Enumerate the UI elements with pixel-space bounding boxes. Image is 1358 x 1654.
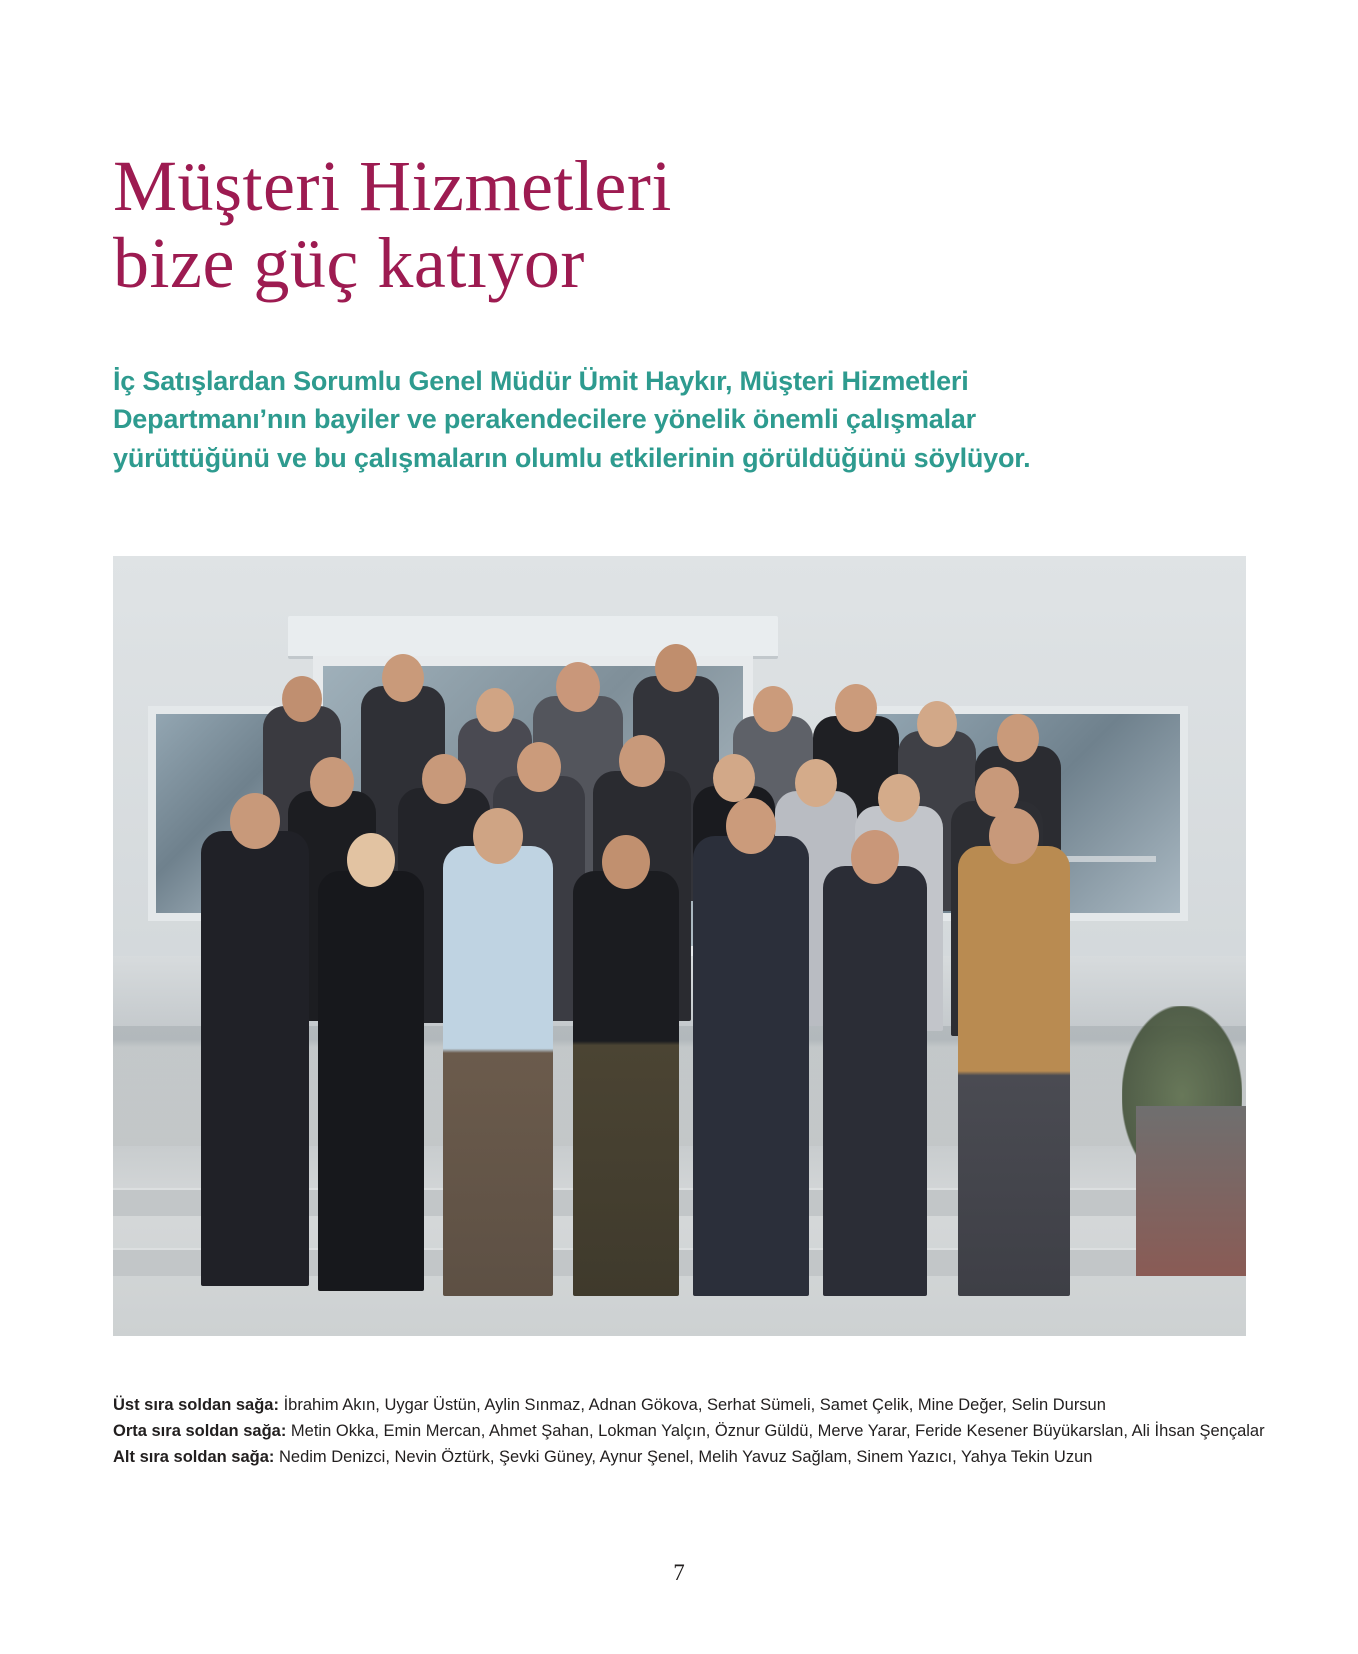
headline-line-1: Müşteri Hizmetleri — [113, 146, 672, 226]
person-front-2 — [318, 871, 424, 1291]
caption-row-bottom — [113, 1444, 1263, 1470]
caption-row-top — [113, 1392, 1263, 1418]
page-number: 7 — [673, 1560, 685, 1585]
entrance-canopy — [288, 616, 778, 659]
caption-row-bottom-names: Nedim Denizci, Nevin Öztürk, Şevki Güney, Aynur Şenel, Melih Yavuz Sağlam, Sinem Yazıcı, Yahya Tekin Uzun — [278, 1448, 1093, 1467]
group-photo-image — [113, 556, 1246, 1336]
person-front-1 — [201, 831, 309, 1286]
person-front-5 — [693, 836, 809, 1296]
caption-row-top-label: Üst sıra soldan sağa: — [113, 1396, 279, 1414]
photo-caption — [113, 1392, 1263, 1470]
group-photo — [113, 556, 1246, 1336]
caption-row-bottom-label: Alt sıra soldan sağa: — [113, 1448, 275, 1467]
page-title — [113, 148, 1263, 302]
caption-row-middle — [113, 1418, 1263, 1444]
planter — [1136, 1106, 1246, 1276]
person-front-4 — [573, 871, 679, 1296]
person-front-7 — [958, 846, 1070, 1296]
caption-row-top-names: İbrahim Akın, Uygar Üstün, Aylin Sınmaz, Adnan Gökova, Serhat Sümeli, Samet Çelik, Mine Değer, Selin Dursun — [283, 1396, 1106, 1414]
person-front-3 — [443, 846, 553, 1296]
article-deck: İç Satışlardan Sorumlu Genel Müdür Ümit Haykır, Müşteri Hizmetleri Departmanı’nın bayiler ve perakendecilere yönelik önemli çalışmalar yürüttüğünü ve bu çalışmaların olumlu etkilerinin görüldüğünü söylüyor. — [113, 366, 1031, 473]
person-front-6 — [823, 866, 927, 1296]
caption-row-middle-names: Metin Okka, Emin Mercan, Ahmet Şahan, Lokman Yalçın, Öznur Güldü, Merve Yarar, Feride Kesener Büyükarslan, Ali İhsan Şençalar — [290, 1422, 1265, 1441]
headline-line-2: bize güç katıyor — [113, 223, 585, 304]
caption-row-middle-label: Orta sıra soldan sağa: — [113, 1422, 287, 1441]
